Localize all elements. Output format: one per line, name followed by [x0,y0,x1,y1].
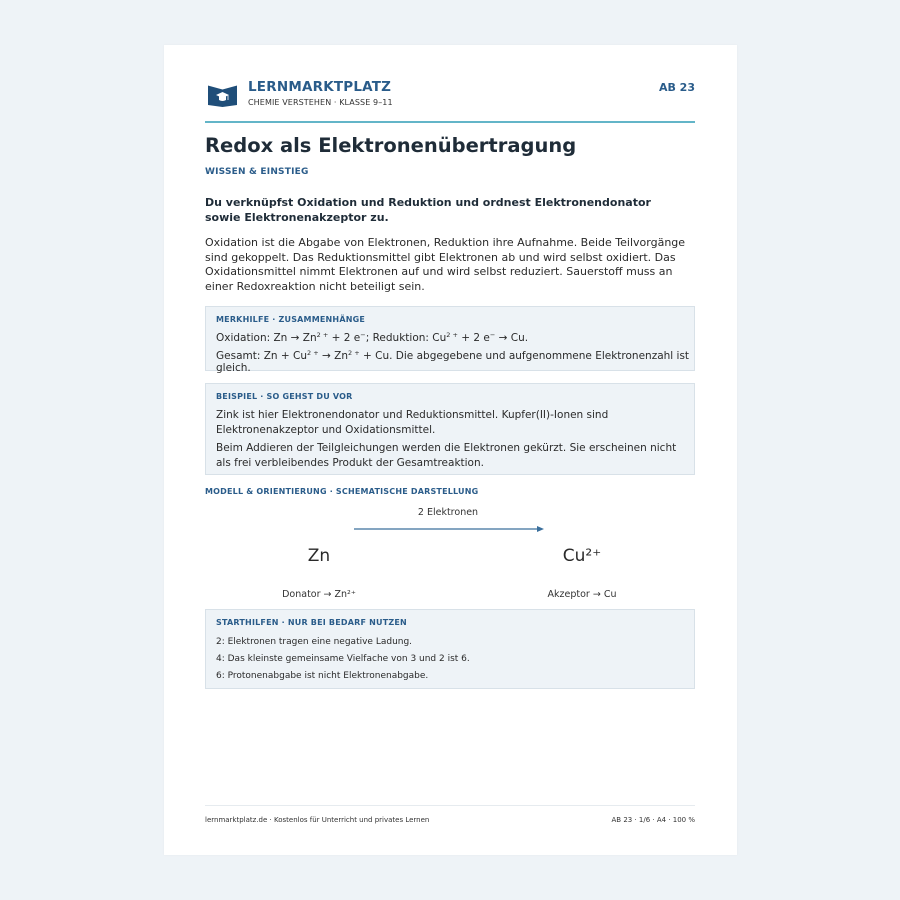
arrow-label: 2 Elektronen [417,507,479,518]
acceptor-caption: Akzeptor → Cu [547,589,617,600]
worksheet-page [164,45,737,855]
beispiel-paragraph-2: Beim Addieren der Teilgleichungen werden die Elektronen gekürzt. Sie erscheinen nicht als frei verbleibendes Produkt der Gesamtreaktion. [216,442,677,469]
total-equation: Gesamt: $Zn + Cu^{2 +} \to Zn^{2 +} + Cu$. Die abgegebene und aufgenommene Elektronenzahl ist gleich. [216,349,690,374]
donor-species: Zn [307,546,331,566]
header-divider [205,121,695,123]
learning-goal: Du verknüpfst Oxidation und Reduktion und ordnest Elektronendonator sowie Elektronenakzeptor zu. [205,196,651,224]
electron-transfer-diagram [205,501,695,605]
brand-name: LERNMARKTPLATZ [248,79,392,95]
modell-label: MODELL & ORIENTIERUNG · SCHEMATISCHE DARSTELLUNG [205,487,479,496]
section-label: WISSEN & EINSTIEG [205,167,309,177]
header [205,79,695,123]
oxidation-reduction-equations: Oxidation: $Zn \to Zn^{2 +} + 2$ e−; Reduktion: $Cu^{2 +} + 2$ e− → Cu. [216,331,529,344]
footer-page-info: AB 23 · 1/6 · A4 · 100 % [611,816,695,824]
page-title: Redox als Elektronenübertragung [205,134,577,157]
footer-source: lernmarktplatz.de · Kostenlos für Unterricht und privates Lernen [205,816,430,824]
footer-divider [205,805,695,806]
transfer-arrowhead-icon [537,526,544,532]
hint-item: 2: Elektronen tragen eine negative Ladung. [216,637,413,647]
beispiel-label: BEISPIEL · SO GEHST DU VOR [216,392,353,401]
starthilfen-label: STARTHILFEN · NUR BEI BEDARF NUTZEN [216,618,407,627]
merkhilfe-box [205,306,695,374]
beispiel-box [205,383,695,475]
hint-item: 4: Das kleinste gemeinsame Vielfache von 3 und 2 ist 6. [216,654,470,664]
donor-caption: Donator → Zn²⁺ [282,589,356,600]
beispiel-paragraph-1: Zink ist hier Elektronendonator und Reduktionsmittel. Kupfer(II)-Ionen sind Elektronenakzeptor und Oxidationsmittel. [216,409,609,436]
starthilfen-box [205,609,695,689]
acceptor-species: Cu²⁺ [562,546,602,566]
book-cap-logo-icon [207,81,238,107]
intro-paragraph: Oxidation ist die Abgabe von Elektronen, Reduktion ihre Aufnahme. Beide Teilvorgänge sind gekoppelt. Das Reduktionsmittel gibt Elektronen ab und wird selbst oxidiert. Das Oxidationsmittel nimmt Elektronen auf und wird selbst reduziert. Sauerstoff muss an einer Redoxreaktion nicht beteiligt sein. [205,236,686,293]
hint-item: 6: Protonenabgabe ist nicht Elektronenabgabe. [216,671,429,681]
sheet-number: AB 23 [658,81,695,94]
merkhilfe-label: MERKHILFE · ZUSAMMENHÄNGE [216,315,366,324]
brand-subtitle: CHEMIE VERSTEHEN · KLASSE 9–11 [248,98,393,107]
